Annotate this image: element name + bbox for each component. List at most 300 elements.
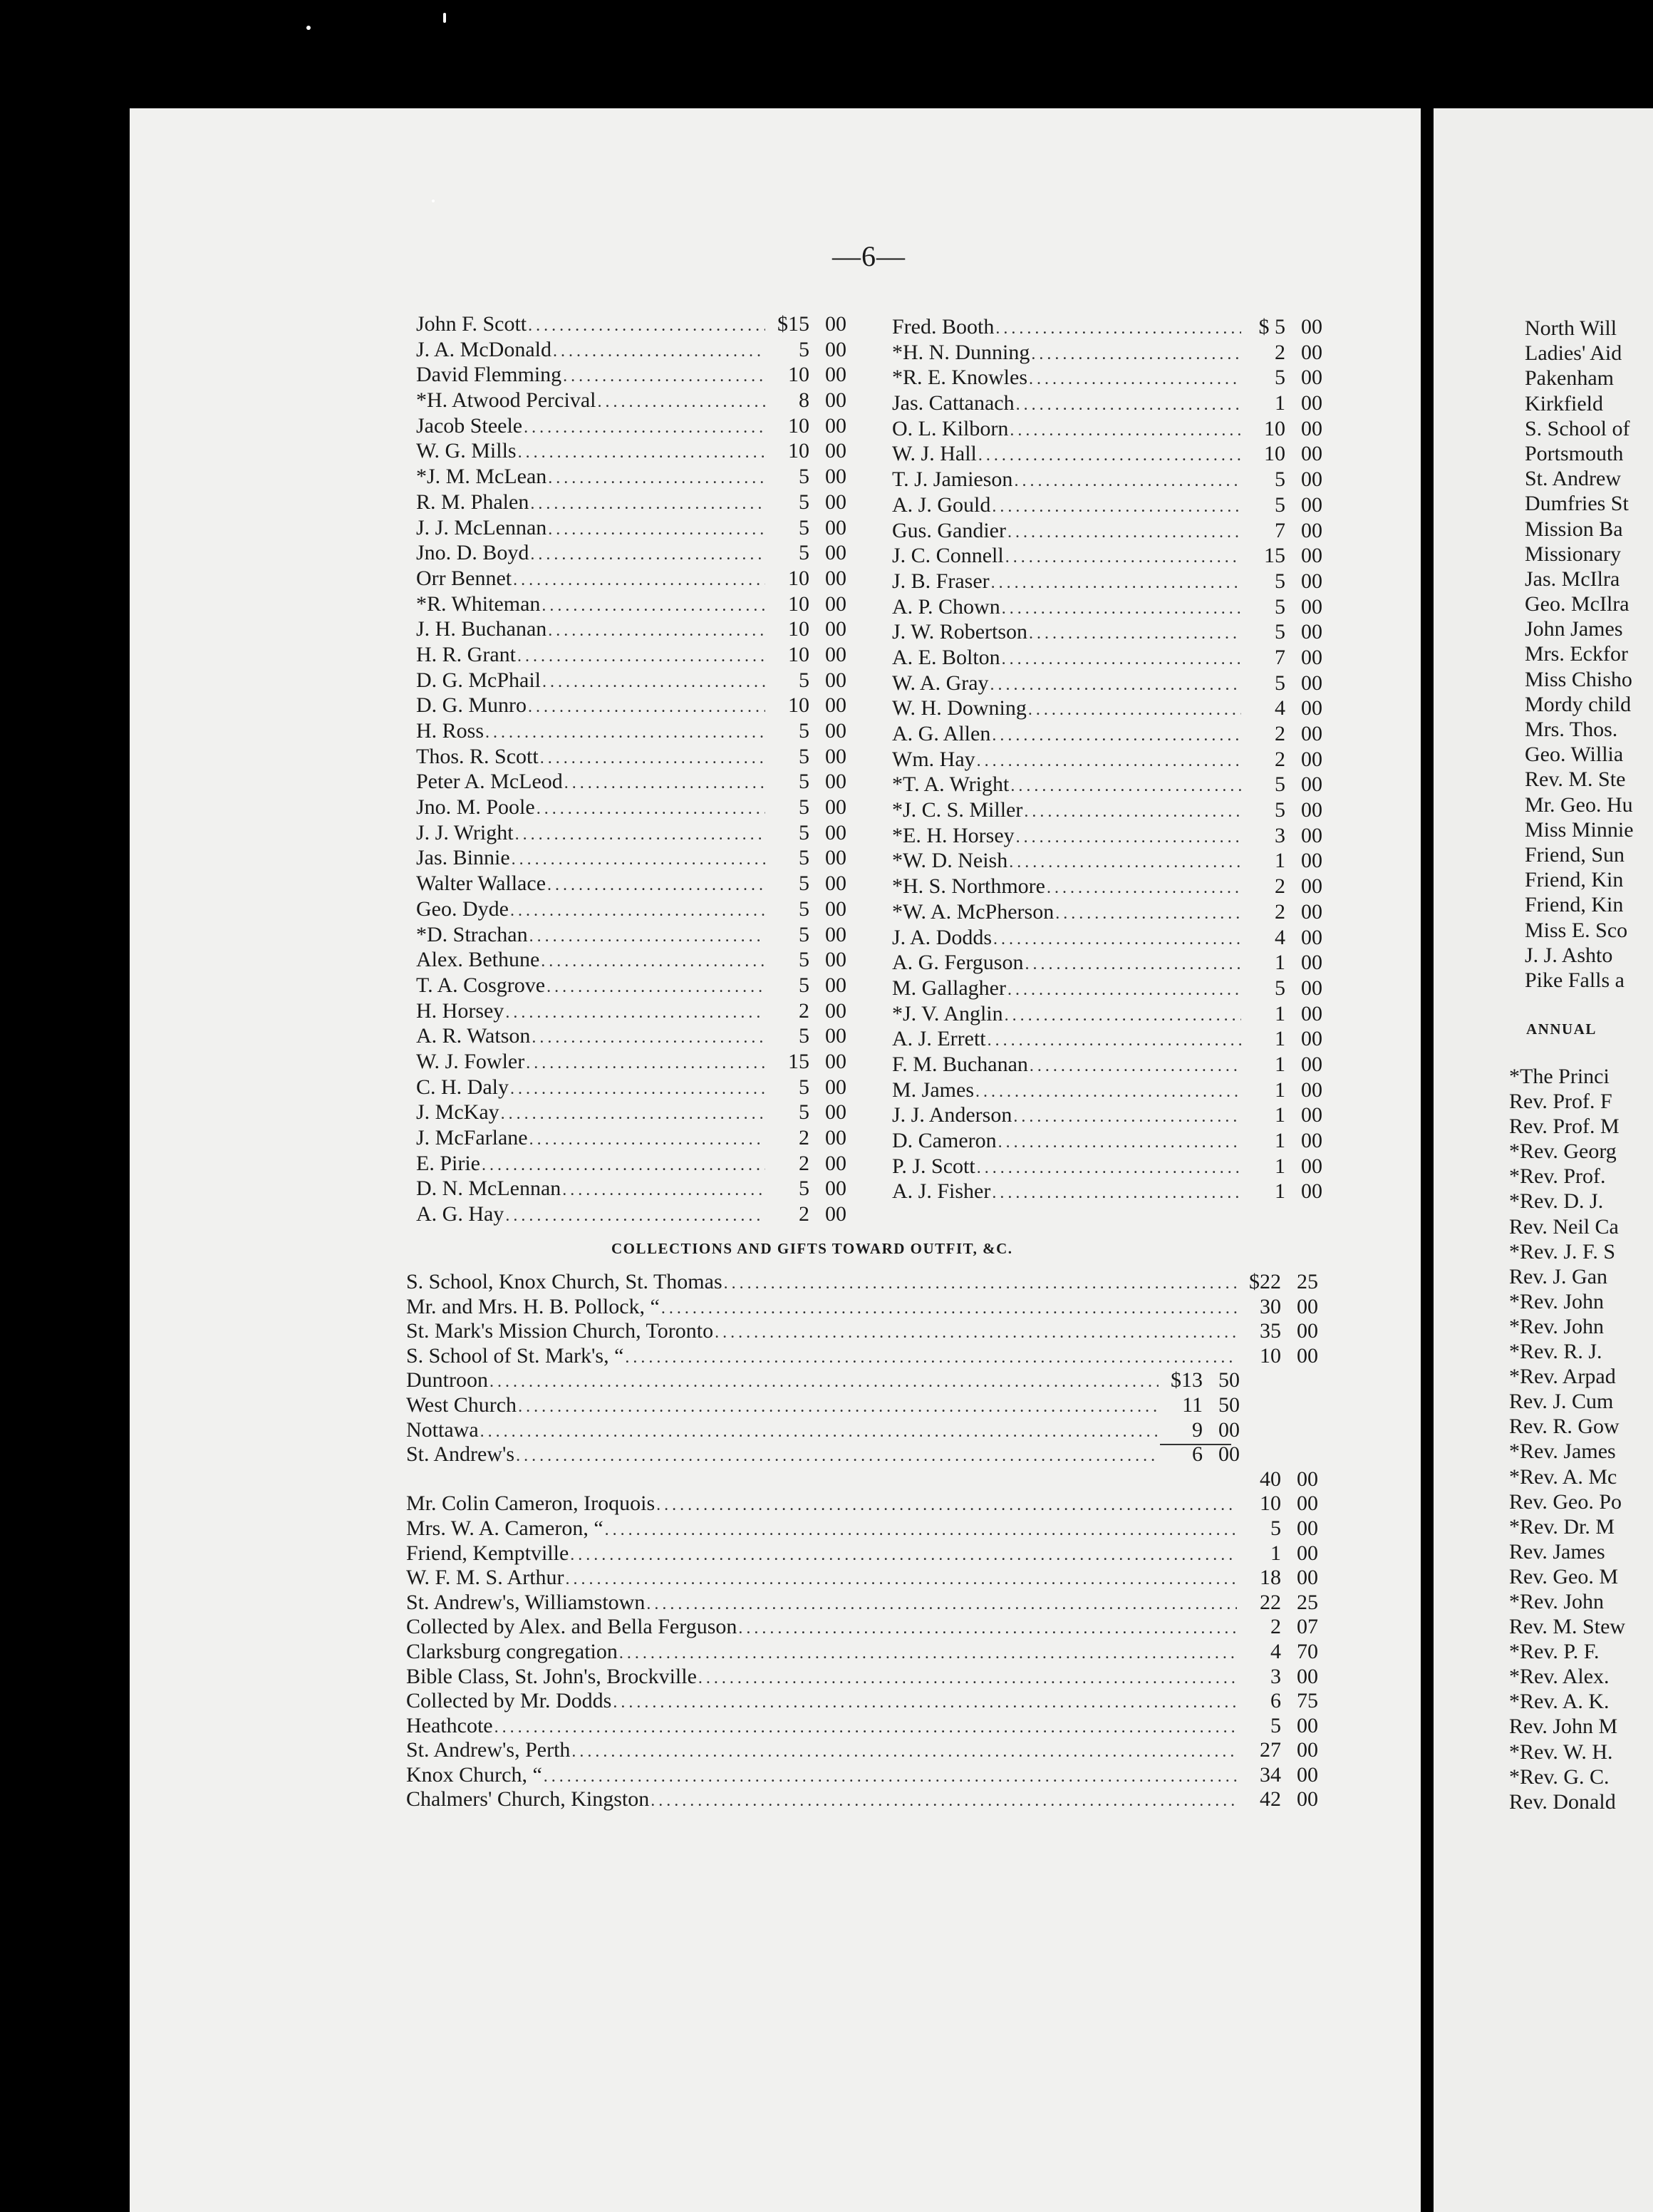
amount-dollars: 2: [1275, 899, 1285, 924]
amount-cents: 00: [1301, 366, 1322, 390]
list-item: [892, 874, 1322, 900]
leader-dots: [1055, 904, 1241, 924]
amount-dollars: 5: [799, 922, 809, 946]
leader-dots: [613, 1693, 1237, 1712]
entry-name: E. Pirie: [416, 1151, 480, 1175]
amount-cents: 00: [1301, 416, 1322, 440]
list-item: *Rev. Prof.: [1509, 1164, 1606, 1189]
amount: [1243, 874, 1322, 899]
amount-dollars: 2: [1275, 747, 1285, 771]
list-item: Rev. M. Stew: [1509, 1615, 1626, 1639]
list-item: [406, 1368, 1240, 1393]
list-item: [406, 1541, 1318, 1566]
amount-cents: 00: [825, 363, 846, 387]
amount: [767, 897, 846, 921]
list-item: [406, 1566, 1318, 1591]
amount: [767, 363, 846, 387]
next-page-heading: ANNUAL: [1526, 1020, 1597, 1038]
list-item: [406, 1591, 1318, 1616]
list-item: [892, 1027, 1322, 1053]
leader-dots: [646, 1595, 1237, 1614]
list-item: [416, 541, 846, 567]
list-item: [416, 668, 846, 694]
entry-name: *R. E. Knowles: [892, 366, 1027, 390]
amount-dollars: 5: [1275, 366, 1285, 390]
leader-dots: [1010, 421, 1241, 440]
amount: [1243, 1053, 1322, 1077]
list-item: [892, 341, 1322, 366]
entry-name: John F. Scott: [416, 312, 527, 336]
leader-dots: [562, 1181, 765, 1200]
list-item: [416, 388, 846, 414]
leader-dots: [992, 1184, 1241, 1203]
amount-cents: 00: [825, 490, 846, 514]
entry-name: W. G. Mills: [416, 439, 517, 463]
entry-name: D. G. Munro: [416, 693, 527, 718]
amount-dollars: 1: [1275, 1077, 1285, 1102]
list-item: [892, 519, 1322, 544]
amount: [767, 1177, 846, 1201]
list-item: [406, 1689, 1318, 1714]
leader-dots: [518, 443, 765, 462]
amount: [767, 795, 846, 820]
list-item: Rev. Geo. M: [1509, 1564, 1619, 1588]
amount: [767, 1024, 846, 1048]
entry-name: St. Andrew's, Perth: [406, 1738, 571, 1762]
amount-cents: 00: [1297, 1762, 1318, 1787]
amount: [1243, 976, 1322, 1001]
list-item: [406, 1738, 1318, 1763]
list-item: [406, 1393, 1240, 1418]
list-item: [416, 999, 846, 1025]
amount: [767, 1126, 846, 1150]
list-item: [416, 516, 846, 542]
leader-dots: [489, 1373, 1159, 1392]
entry-name: *J. V. Anglin: [892, 1001, 1003, 1025]
amount: [767, 1202, 846, 1226]
amount-cents: 00: [1301, 340, 1322, 364]
amount-dollars: 1: [1275, 1154, 1285, 1178]
amount-dollars: 3: [1270, 1664, 1281, 1688]
list-item: [892, 595, 1322, 621]
amount: [1243, 442, 1322, 466]
amount-dollars: 5: [799, 770, 809, 794]
entry-name: J. A. McDonald: [416, 337, 551, 361]
amount-cents: 00: [825, 1151, 846, 1175]
speck: [432, 200, 435, 202]
subtotal-rule: [1160, 1444, 1231, 1445]
amount-dollars: 5: [799, 1100, 809, 1125]
leader-dots: [571, 1742, 1237, 1762]
list-item: [892, 1154, 1322, 1180]
list-item: [416, 745, 846, 770]
amount: [1243, 772, 1322, 797]
amount: [767, 338, 846, 362]
amount-dollars: 35: [1260, 1319, 1281, 1343]
entry-name: O. L. Kilborn: [892, 416, 1009, 440]
amount-dollars: 5: [1275, 976, 1285, 1000]
amount-dollars: 5: [1275, 772, 1285, 797]
amount-dollars: 5: [799, 872, 809, 896]
amount-cents: 00: [825, 312, 846, 336]
amount-dollars: 1: [1275, 1179, 1285, 1204]
entry-name: Orr Bennet: [416, 566, 512, 590]
amount: [767, 592, 846, 616]
amount-cents: 00: [825, 1049, 846, 1073]
list-item: [892, 926, 1322, 951]
amount-cents: 00: [825, 566, 846, 590]
leader-dots: [529, 1130, 765, 1149]
list-item: [892, 417, 1322, 443]
list-item: [416, 821, 846, 847]
entry-name: St. Mark's Mission Church, Toronto: [406, 1319, 714, 1343]
speck: [306, 26, 311, 30]
list-item: [892, 1103, 1322, 1129]
amount-dollars: 5: [799, 948, 809, 972]
leader-dots: [515, 825, 765, 844]
amount-cents: 00: [1301, 798, 1322, 822]
leader-dots: [510, 1080, 765, 1099]
leader-dots: [526, 1054, 765, 1073]
leader-dots: [513, 571, 765, 590]
list-item: *Rev. John: [1509, 1314, 1605, 1338]
leader-dots: [529, 927, 765, 946]
amount: [767, 821, 846, 845]
entry-name: *E. H. Horsey: [892, 823, 1015, 847]
entry-name: W. J. Fowler: [416, 1049, 525, 1073]
amount: [767, 719, 846, 743]
list-item: Pike Falls a: [1525, 968, 1624, 992]
amount: [1160, 1442, 1240, 1467]
entry-name: *H. Atwood Percival: [416, 388, 596, 413]
entry-name: Collected by Mr. Dodds: [406, 1689, 612, 1713]
list-item: Rev. Donald: [1509, 1789, 1616, 1814]
amount-cents: 00: [1301, 1179, 1322, 1204]
list-item: [406, 1492, 1318, 1516]
list-item: Rev. Prof. F: [1509, 1090, 1612, 1114]
amount-cents: 00: [825, 948, 846, 972]
entry-name: D. G. McPhail: [416, 668, 541, 692]
leader-dots: [715, 1323, 1237, 1343]
entry-name: T. A. Cosgrove: [416, 973, 546, 997]
amount-dollars: 5: [1270, 1516, 1281, 1540]
amount-dollars: 5: [1275, 671, 1285, 695]
list-item: [416, 1075, 846, 1101]
entry-name: Duntroon: [406, 1368, 488, 1392]
amount-dollars: 5: [1275, 594, 1285, 619]
amount-cents: 00: [825, 693, 846, 718]
amount-dollars: 5: [799, 1177, 809, 1201]
amount-dollars: 5: [799, 744, 809, 768]
list-item: Mrs. Eckfor: [1525, 642, 1628, 666]
leader-dots: [564, 774, 765, 793]
list-item: [892, 493, 1322, 519]
amount: [1238, 1738, 1318, 1762]
amount: [1238, 1270, 1318, 1294]
list-item: [892, 824, 1322, 849]
list-item: [416, 617, 846, 643]
list-item: [416, 1024, 846, 1050]
leader-dots: [698, 1669, 1237, 1688]
amount: [1243, 1179, 1322, 1204]
leader-dots: [605, 1521, 1237, 1540]
amount: [767, 643, 846, 667]
amount-cents: 00: [1297, 1467, 1318, 1491]
entry-name: J. H. Buchanan: [416, 617, 547, 641]
list-item: *Rev. Dr. M: [1509, 1514, 1615, 1539]
leader-dots: [516, 1447, 1159, 1466]
list-item: [892, 798, 1322, 824]
leader-dots: [570, 1546, 1237, 1565]
amount: [1243, 646, 1322, 670]
entry-name: S. School of St. Mark's, “: [406, 1343, 624, 1368]
amount-dollars: 1: [1270, 1541, 1281, 1565]
list-item: Rev. Neil Ca: [1509, 1214, 1619, 1239]
amount: [1238, 1763, 1318, 1787]
entry-name: H. Ross: [416, 719, 484, 743]
entry-name: T. J. Jamieson: [892, 467, 1013, 492]
entry-name: A. G. Allen: [892, 722, 991, 745]
amount-dollars: $15: [777, 312, 809, 336]
list-item: *Rev. A. Mc: [1509, 1464, 1617, 1489]
amount-dollars: 15: [1264, 544, 1285, 568]
entry-name: Wm. Hay: [892, 747, 975, 771]
list-item: Mordy child: [1525, 692, 1632, 716]
amount-cents: 00: [1301, 1103, 1322, 1127]
amount-cents: 00: [1297, 1713, 1318, 1737]
list-item: *Rev. Georg: [1509, 1139, 1617, 1164]
list-item: [892, 849, 1322, 874]
list-item: [416, 1202, 846, 1228]
entry-name: Bible Class, St. John's, Brockville: [406, 1664, 697, 1688]
amount-dollars: 5: [799, 1024, 809, 1048]
list-item: Geo. McIlra: [1525, 592, 1629, 616]
amount-cents: 00: [1297, 1566, 1318, 1590]
amount-dollars: 22: [1260, 1590, 1281, 1614]
amount-dollars: 5: [799, 896, 809, 921]
list-item: [892, 366, 1322, 391]
amount-cents: 75: [1297, 1689, 1318, 1713]
amount: [1243, 391, 1322, 415]
right-column: [892, 315, 1322, 1205]
amount-cents: 00: [1297, 1343, 1318, 1368]
amount-dollars: 1: [1275, 1103, 1285, 1127]
list-item: Geo. Willia: [1525, 743, 1624, 767]
amount-cents: 00: [1301, 874, 1322, 899]
amount-dollars: 2: [1275, 874, 1285, 899]
amount-dollars: 2: [1270, 1615, 1281, 1639]
entry-name: J. McFarlane: [416, 1126, 528, 1149]
leader-dots: [1013, 1107, 1241, 1127]
leader-dots: [528, 698, 765, 717]
list-item: [892, 1002, 1322, 1028]
leader-dots: [548, 469, 765, 488]
entry-name: A. G. Ferguson: [892, 951, 1024, 975]
entry-name: Walter Wallace: [416, 872, 546, 896]
amount-cents: 70: [1297, 1639, 1318, 1663]
amount-dollars: 5: [799, 515, 809, 539]
amount: [767, 516, 846, 540]
amount: [767, 973, 846, 998]
amount: [767, 923, 846, 947]
leader-dots: [1028, 701, 1241, 720]
leader-dots: [975, 1082, 1241, 1102]
amount-dollars: 10: [1264, 442, 1285, 466]
entry-name: R. M. Phalen: [416, 490, 529, 514]
amount: [767, 617, 846, 641]
list-item: [892, 620, 1322, 646]
amount-dollars: 5: [799, 337, 809, 361]
amount: [1238, 1492, 1318, 1516]
amount: [1243, 620, 1322, 644]
list-item: [406, 1615, 1318, 1640]
amount-cents: 00: [825, 820, 846, 844]
leader-dots: [548, 621, 765, 641]
entry-name: Jacob Steele: [416, 413, 523, 438]
list-item: [416, 948, 846, 973]
leader-dots: [1047, 879, 1241, 898]
list-item: [892, 1053, 1322, 1078]
next-page-top-list: [1525, 316, 1653, 993]
entry-name: Jas. Binnie: [416, 846, 510, 870]
amount-dollars: 10: [788, 591, 809, 616]
leader-dots: [977, 752, 1241, 771]
entry-name: Mr. and Mrs. H. B. Pollock, “: [406, 1294, 660, 1318]
amount-dollars: 1: [1275, 849, 1285, 873]
amount-cents: 00: [825, 515, 846, 539]
list-item: Miss E. Sco: [1525, 918, 1628, 942]
amount-cents: 00: [825, 973, 846, 997]
amount: [1238, 1295, 1318, 1319]
leader-dots: [532, 1028, 765, 1048]
list-item: [406, 1344, 1318, 1369]
amount-dollars: 1: [1275, 1052, 1285, 1076]
amount-cents: 00: [1301, 1077, 1322, 1102]
entry-name: Chalmers' Church, Kingston: [406, 1787, 650, 1812]
list-item: *The Princi: [1509, 1065, 1610, 1088]
amount: [1243, 315, 1322, 339]
list-item: Ladies' Aid: [1525, 341, 1622, 366]
amount-cents: 00: [1297, 1492, 1318, 1516]
amount-cents: 00: [1301, 442, 1322, 466]
list-item: *Rev. D. J.: [1509, 1189, 1604, 1214]
leader-dots: [651, 1792, 1237, 1811]
amount: [767, 872, 846, 896]
leader-dots: [1025, 955, 1241, 974]
list-item: [892, 442, 1322, 467]
entry-name: W. H. Downing: [892, 696, 1027, 720]
amount-dollars: 5: [1275, 620, 1285, 644]
entry-name: F. M. Buchanan: [892, 1052, 1028, 1076]
leader-dots: [1014, 472, 1241, 491]
leader-dots: [1010, 777, 1241, 796]
list-item: [406, 1787, 1318, 1812]
amount: [767, 770, 846, 794]
list-item: [892, 1078, 1322, 1104]
amount: [767, 1050, 846, 1074]
list-item: [406, 1418, 1240, 1443]
amount-cents: 00: [825, 642, 846, 666]
leader-dots: [992, 726, 1241, 745]
list-item: [892, 569, 1322, 595]
amount-dollars: 5: [1275, 492, 1285, 517]
amount: [767, 439, 846, 463]
list-item: [892, 748, 1322, 773]
amount: [1238, 1319, 1318, 1343]
leader-dots: [993, 930, 1241, 949]
list-item: [416, 338, 846, 363]
entry-name: J. J. Anderson: [892, 1103, 1012, 1127]
amount-cents: 00: [1301, 899, 1322, 924]
amount-dollars: 5: [799, 1075, 809, 1099]
amount: [1243, 696, 1322, 720]
leader-dots: [566, 1570, 1237, 1589]
leader-dots: [510, 901, 765, 921]
list-item: [406, 1665, 1318, 1690]
leader-dots: [1029, 624, 1241, 644]
leader-dots: [482, 1156, 765, 1175]
amount-cents: 00: [1301, 976, 1322, 1000]
amount-dollars: 42: [1260, 1787, 1281, 1812]
amount-cents: 00: [1218, 1417, 1240, 1442]
list-item: [892, 467, 1322, 493]
amount-cents: 00: [1301, 1027, 1322, 1051]
entry-name: J. McKay: [416, 1100, 499, 1125]
amount-dollars: 5: [1275, 569, 1285, 593]
entry-name: Knox Church, “: [406, 1762, 542, 1787]
entry-name: Geo. Dyde: [416, 896, 509, 921]
amount-dollars: 10: [788, 617, 809, 641]
list-item: Mission Ba: [1525, 517, 1623, 541]
amount: [1160, 1418, 1240, 1442]
leader-dots: [494, 1718, 1237, 1737]
amount: [767, 1100, 846, 1125]
amount-dollars: 10: [1264, 416, 1285, 440]
leader-dots: [1005, 1006, 1241, 1025]
amount-cents: 00: [825, 719, 846, 743]
amount-cents: 00: [825, 1024, 846, 1048]
amount: [1243, 493, 1322, 517]
leader-dots: [518, 1397, 1159, 1417]
left-column: [416, 312, 846, 1228]
amount: [1160, 1393, 1240, 1417]
amount: [1160, 1368, 1240, 1392]
amount-cents: 00: [1301, 569, 1322, 593]
leader-dots: [1005, 548, 1241, 567]
leader-dots: [992, 497, 1241, 517]
amount-dollars: 5: [799, 541, 809, 565]
entry-name: *J. M. McLean: [416, 465, 547, 489]
list-item: *Rev. J. F. S: [1509, 1239, 1616, 1263]
amount: [1243, 748, 1322, 772]
list-item: J. J. Ashto: [1525, 943, 1613, 967]
entry-name: Jas. Cattanach: [892, 391, 1015, 415]
list-item: [416, 795, 846, 821]
amount: [1243, 544, 1322, 568]
leader-dots: [547, 876, 765, 895]
leader-dots: [505, 1003, 765, 1023]
list-item: Rev. J. Cum: [1509, 1390, 1614, 1414]
amount: [1243, 417, 1322, 441]
amount-dollars: 15: [788, 1049, 809, 1073]
leader-dots: [998, 1133, 1241, 1152]
entry-name: A. J. Errett: [892, 1027, 986, 1051]
list-item: *Rev. R. J.: [1509, 1340, 1602, 1364]
amount-cents: 00: [1218, 1442, 1240, 1467]
amount-dollars: 5: [799, 668, 809, 692]
amount-cents: 50: [1218, 1368, 1240, 1392]
amount-dollars: 2: [799, 998, 809, 1023]
